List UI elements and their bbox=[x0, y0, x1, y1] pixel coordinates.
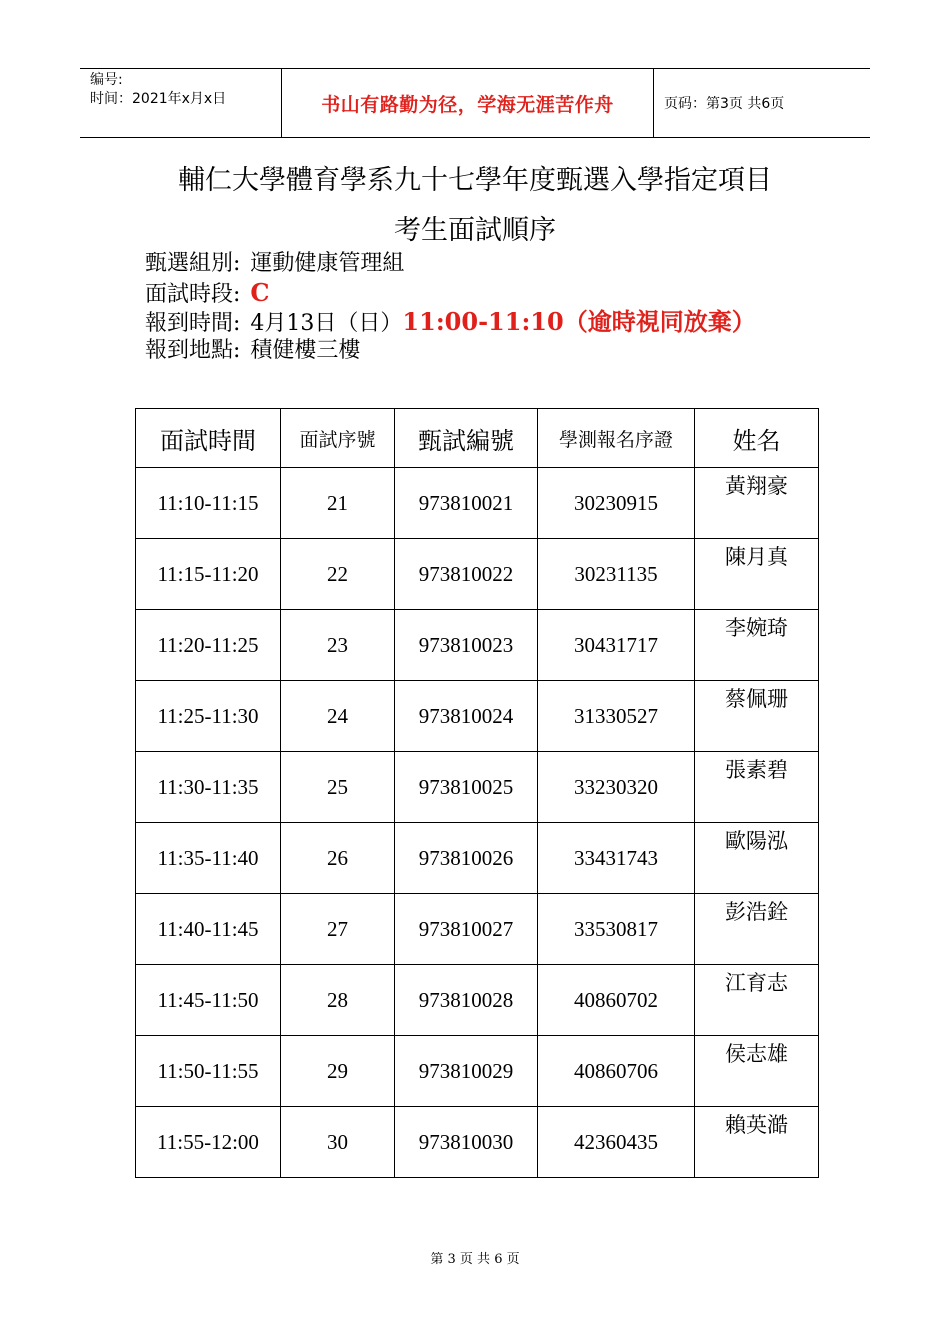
cell-exam-no: 973810024 bbox=[395, 681, 538, 752]
cell-seq: 25 bbox=[281, 752, 395, 823]
session-label: 面試時段: bbox=[145, 282, 241, 307]
report-time-label: 報到時間: bbox=[145, 311, 241, 336]
cell-reg-no: 33230320 bbox=[538, 752, 695, 823]
table-row bbox=[136, 1036, 819, 1107]
table-row bbox=[136, 681, 819, 752]
interview-table bbox=[135, 408, 819, 1178]
cell-time: 11:55-12:00 bbox=[136, 1107, 281, 1178]
cell-seq: 26 bbox=[281, 823, 395, 894]
cell-name: 歐陽泓 bbox=[695, 823, 819, 894]
cell-seq: 23 bbox=[281, 610, 395, 681]
cell-seq: 28 bbox=[281, 965, 395, 1036]
page-footer: 第 3 页 共 6 页 bbox=[430, 1252, 520, 1267]
group-value: 運動健康管理組 bbox=[250, 251, 405, 276]
cell-exam-no: 973810021 bbox=[395, 468, 538, 539]
header-motto: 书山有路勤为径，学海无涯苦作舟 bbox=[282, 69, 654, 137]
table-row bbox=[136, 539, 819, 610]
cell-exam-no: 973810028 bbox=[395, 965, 538, 1036]
table-row bbox=[136, 823, 819, 894]
info-session bbox=[145, 279, 270, 309]
cell-time: 11:40-11:45 bbox=[136, 894, 281, 965]
cell-seq: 24 bbox=[281, 681, 395, 752]
cell-reg-no: 33530817 bbox=[538, 894, 695, 965]
table-body bbox=[136, 468, 819, 1178]
cell-exam-no: 973810022 bbox=[395, 539, 538, 610]
table-row bbox=[136, 468, 819, 539]
col-header-seq: 面試序號 bbox=[281, 409, 395, 468]
info-location bbox=[145, 337, 360, 365]
cell-name: 陳月真 bbox=[695, 539, 819, 610]
cell-name: 張素碧 bbox=[695, 752, 819, 823]
cell-seq: 22 bbox=[281, 539, 395, 610]
cell-time: 11:25-11:30 bbox=[136, 681, 281, 752]
cell-time: 11:30-11:35 bbox=[136, 752, 281, 823]
cell-time: 11:15-11:20 bbox=[136, 539, 281, 610]
info-report-time bbox=[145, 308, 756, 338]
cell-exam-no: 973810025 bbox=[395, 752, 538, 823]
number-label: 编号: bbox=[90, 72, 123, 88]
cell-seq: 27 bbox=[281, 894, 395, 965]
cell-exam-no: 973810029 bbox=[395, 1036, 538, 1107]
col-header-time: 面試時間 bbox=[136, 409, 281, 468]
time-label: 时间：2021年x月x日 bbox=[90, 91, 227, 107]
cell-reg-no: 40860702 bbox=[538, 965, 695, 1036]
cell-seq: 30 bbox=[281, 1107, 395, 1178]
cell-time: 11:35-11:40 bbox=[136, 823, 281, 894]
page-header bbox=[80, 68, 870, 138]
cell-seq: 29 bbox=[281, 1036, 395, 1107]
cell-name: 江育志 bbox=[695, 965, 819, 1036]
cell-exam-no: 973810023 bbox=[395, 610, 538, 681]
group-label: 甄選組別: bbox=[145, 251, 241, 276]
cell-name: 彭浩銓 bbox=[695, 894, 819, 965]
cell-reg-no: 30431717 bbox=[538, 610, 695, 681]
cell-name: 黃翔豪 bbox=[695, 468, 819, 539]
cell-time: 11:50-11:55 bbox=[136, 1036, 281, 1107]
table-header-row bbox=[136, 409, 819, 468]
cell-reg-no: 31330527 bbox=[538, 681, 695, 752]
header-page-info: 页码：第3页 共6页 bbox=[664, 96, 785, 112]
cell-time: 11:45-11:50 bbox=[136, 965, 281, 1036]
cell-time: 11:10-11:15 bbox=[136, 468, 281, 539]
col-header-name: 姓名 bbox=[695, 409, 819, 468]
cell-name: 蔡佩珊 bbox=[695, 681, 819, 752]
report-date: 4月13日（日） bbox=[250, 311, 403, 336]
cell-name: 侯志雄 bbox=[695, 1036, 819, 1107]
location-value: 積健樓三樓 bbox=[250, 338, 361, 363]
info-group bbox=[145, 250, 404, 278]
cell-reg-no: 30231135 bbox=[538, 539, 695, 610]
table-row bbox=[136, 965, 819, 1036]
col-header-exam-no: 甄試編號 bbox=[395, 409, 538, 468]
cell-seq: 21 bbox=[281, 468, 395, 539]
cell-reg-no: 40860706 bbox=[538, 1036, 695, 1107]
table-row bbox=[136, 610, 819, 681]
document-title: 輔仁大學體育學系九十七學年度甄選入學指定項目 bbox=[178, 165, 772, 196]
table-row bbox=[136, 1107, 819, 1178]
cell-time: 11:20-11:25 bbox=[136, 610, 281, 681]
report-time: 11:00-11:10（逾時視同放棄） bbox=[402, 307, 756, 336]
header-meta bbox=[80, 69, 282, 137]
table-row bbox=[136, 894, 819, 965]
session-value: C bbox=[250, 278, 270, 307]
cell-reg-no: 30230915 bbox=[538, 468, 695, 539]
cell-exam-no: 973810026 bbox=[395, 823, 538, 894]
cell-reg-no: 33431743 bbox=[538, 823, 695, 894]
cell-name: 賴英澔 bbox=[695, 1107, 819, 1178]
document-subtitle: 考生面試順序 bbox=[394, 215, 556, 246]
col-header-reg-no: 學測報名序證 bbox=[538, 409, 695, 468]
cell-exam-no: 973810030 bbox=[395, 1107, 538, 1178]
cell-exam-no: 973810027 bbox=[395, 894, 538, 965]
table-row bbox=[136, 752, 819, 823]
cell-name: 李婉琦 bbox=[695, 610, 819, 681]
location-label: 報到地點: bbox=[145, 338, 241, 363]
cell-reg-no: 42360435 bbox=[538, 1107, 695, 1178]
